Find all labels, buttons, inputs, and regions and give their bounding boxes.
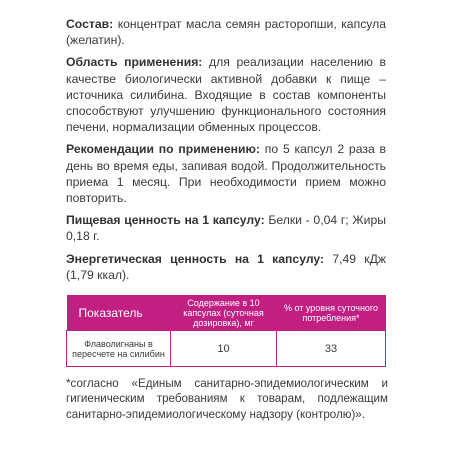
recommendations-label: Рекомендации по применению: — [66, 142, 260, 157]
application-label: Область применения: — [66, 55, 203, 70]
recommendations-paragraph — [66, 141, 386, 206]
nutrient-table — [66, 295, 386, 367]
header-content: Содержание в 10 капсулах (суточная дозировка), мг — [183, 297, 264, 328]
nutrition-text: Белки - 0,04 г; Жиры 0,18 г. — [66, 213, 386, 244]
footnote: *согласно «Единым санитарно-эпидемиологическим и гигиеническим требованиям к товарам, подлежащим санитарно-эпидемиологическому надзору (контролю)». — [66, 377, 388, 421]
header-percent: % от уровня суточного потребления* — [283, 302, 379, 323]
application-paragraph — [66, 54, 386, 135]
energy-label: Энергетическая ценность на 1 капсулу: — [66, 251, 325, 266]
table-row — [67, 331, 386, 367]
composition-paragraph — [66, 16, 386, 48]
composition-text: концентрат масла семян расторопши, капсула (желатин). — [66, 17, 386, 48]
energy-paragraph — [66, 251, 386, 283]
cell-percent: 33 — [277, 331, 386, 367]
nutrition-paragraph — [66, 212, 386, 244]
nutrient-table-wrapper — [66, 295, 385, 367]
nutrition-label: Пищевая ценность на 1 капсулу: — [66, 213, 265, 228]
cell-indicator: Флаволигнаны в пересчете на силибин — [67, 331, 171, 367]
header-indicator: Показатель — [78, 305, 143, 320]
composition-label: Состав: — [66, 17, 114, 31]
product-label-text — [66, 16, 386, 434]
recommendations-text: по 5 капсул 2 раза в день во время еды, запивая водой. Продолжительность приема 1 месяц. При необходимости прием можно повторить. — [66, 142, 386, 206]
cell-content: 10 — [171, 331, 277, 367]
energy-text: 7,49 кДж (1,79 ккал). — [66, 251, 386, 282]
table-header-row — [67, 295, 386, 331]
application-text: для реализации населению в качестве биологически активной добавки к пище – источника силибина. Входящие в состав компоненты способствуют улучшению функционального состояния печени, нормализации обменных процессов. — [66, 55, 387, 135]
